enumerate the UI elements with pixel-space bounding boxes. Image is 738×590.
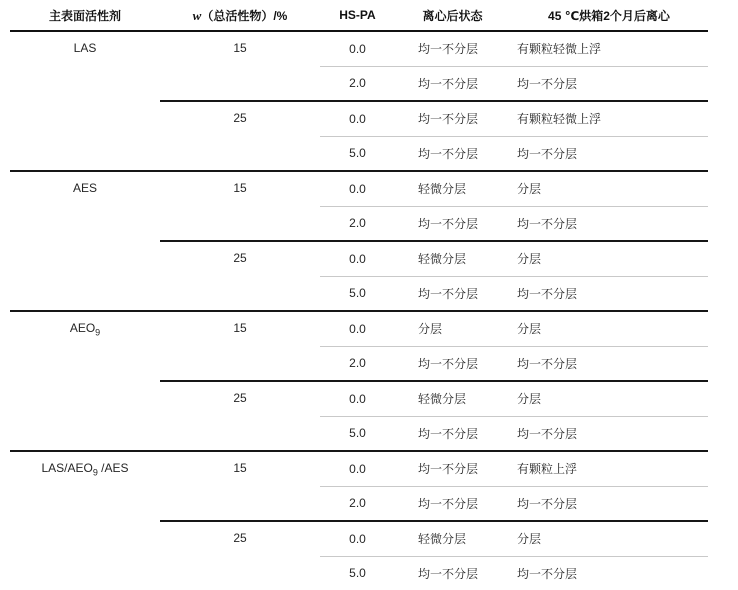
w-cell: 25	[160, 241, 320, 311]
state-cell: 均一不分层	[418, 42, 479, 57]
surfactant-name: LAS	[73, 41, 97, 55]
state-cell: 轻微分层	[395, 171, 510, 206]
after-cell: 均一不分层	[510, 206, 708, 241]
surfactant-cell	[10, 171, 160, 311]
after-cell: 有颗粒轻微上浮	[510, 101, 708, 136]
header-active-matter	[160, 0, 320, 31]
after-cell: 分层	[510, 381, 708, 416]
header-w-symbol: w	[192, 7, 202, 23]
after-cell: 有颗粒轻微上浮	[517, 42, 602, 57]
table-row	[10, 311, 708, 346]
header-hspa: HS-PA	[320, 0, 395, 31]
state-cell: 均一不分层	[395, 451, 510, 486]
header-centrifuge-state: 离心后状态	[395, 0, 510, 31]
after-cell: 均一不分层	[510, 66, 708, 101]
hspa-cell: 5.0	[320, 556, 395, 590]
after-cell: 均一不分层	[510, 346, 708, 381]
state-cell: 均一不分层	[395, 101, 510, 136]
header-w-rest: （总活性物）/%	[201, 8, 288, 23]
after-cell: 分层	[510, 171, 708, 206]
w-cell: 25	[160, 101, 320, 171]
surfactant-name: AEO	[69, 321, 96, 335]
hspa-cell: 2.0	[320, 486, 395, 521]
w-cell: 15	[160, 311, 320, 381]
state-cell: 均一不分层	[395, 416, 510, 451]
hspa-cell: 5.0	[320, 276, 395, 311]
surfactant-stability-table	[10, 0, 708, 590]
surfactant-name: AES	[72, 181, 97, 195]
hspa-cell: 2.0	[320, 66, 395, 101]
hspa-cell: 2.0	[320, 346, 395, 381]
surfactant-cell	[10, 311, 160, 451]
hspa-cell: 5.0	[320, 136, 395, 171]
hspa-cell: 5.0	[320, 416, 395, 451]
surfactant-name: LAS/AEO	[41, 461, 93, 475]
w-cell: 25	[160, 521, 320, 590]
state-cell: 均一不分层	[395, 346, 510, 381]
hspa-cell: 0.0	[320, 451, 395, 486]
after-cell: 均一不分层	[510, 136, 708, 171]
w-cell: 15	[233, 41, 247, 55]
state-cell: 均一不分层	[395, 276, 510, 311]
after-cell: 均一不分层	[510, 556, 708, 590]
state-cell: 分层	[395, 311, 510, 346]
hspa-cell: 0.0	[320, 311, 395, 346]
surfactant-cell	[10, 31, 160, 171]
surfactant-subscript: 9	[95, 327, 101, 338]
header-oven-2month: 45 ℃烘箱2个月后离心	[510, 0, 708, 31]
state-cell: 轻微分层	[395, 241, 510, 276]
w-cell: 25	[160, 381, 320, 451]
table-row	[10, 451, 708, 486]
w-cell: 15	[160, 451, 320, 521]
surfactant-cell	[10, 451, 160, 590]
state-cell: 均一不分层	[395, 486, 510, 521]
hspa-cell: 0.0	[320, 171, 395, 206]
hspa-cell: 0.0	[320, 101, 395, 136]
hspa-cell: 0.0	[320, 381, 395, 416]
table-row	[10, 171, 708, 206]
state-cell: 轻微分层	[395, 381, 510, 416]
after-cell: 均一不分层	[510, 416, 708, 451]
after-cell: 分层	[510, 521, 708, 556]
surfactant-suffix: /AES	[97, 461, 129, 475]
hspa-cell: 0.0	[320, 241, 395, 276]
hspa-cell: 0.0	[320, 521, 395, 556]
state-cell: 均一不分层	[395, 556, 510, 590]
hspa-cell: 0.0	[349, 41, 366, 56]
header-main-surfactant: 主表面活性剂	[10, 0, 160, 31]
after-cell: 均一不分层	[510, 486, 708, 521]
after-cell: 分层	[510, 241, 708, 276]
after-cell: 分层	[510, 311, 708, 346]
table-row	[10, 31, 708, 66]
after-cell: 均一不分层	[510, 276, 708, 311]
after-cell: 有颗粒上浮	[510, 451, 708, 486]
surfactant-subscript: 9	[92, 467, 98, 478]
state-cell: 轻微分层	[395, 521, 510, 556]
state-cell: 均一不分层	[395, 66, 510, 101]
state-cell: 均一不分层	[395, 136, 510, 171]
w-cell: 15	[160, 171, 320, 241]
state-cell: 均一不分层	[395, 206, 510, 241]
header-row	[10, 0, 708, 31]
hspa-cell: 2.0	[320, 206, 395, 241]
